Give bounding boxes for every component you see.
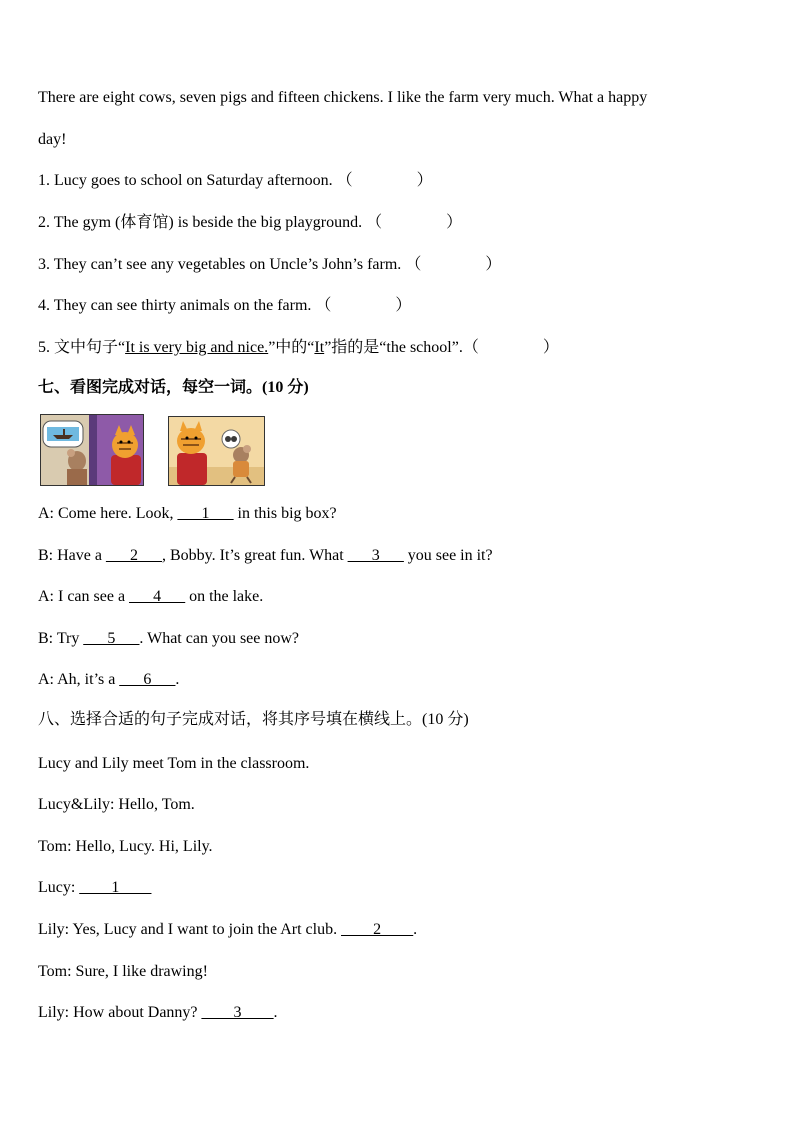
dialogue-text: B: Try — [38, 630, 84, 647]
judgement-item-3 — [38, 255, 501, 275]
dialogue-text: in this big box? — [233, 505, 337, 522]
dialogue-text: A: Ah, it’s a — [38, 671, 120, 688]
passage-line-1: There are eight cows, seven pigs and fifteen chickens. I like the farm very much. What a happy — [38, 89, 648, 106]
dialogue-7-line-2 — [38, 546, 493, 566]
q5-prefix: 5. 文中句子“ — [38, 339, 126, 356]
blank-8-3[interactable]: ____3____ — [201, 1004, 274, 1021]
blank-2[interactable]: ___2___ — [105, 547, 162, 564]
judgement-item-2 — [38, 213, 462, 233]
dialogue-text: , Bobby. It’s great fun. What — [161, 547, 348, 564]
q5-quote: It is very big and nice. — [125, 339, 269, 356]
dialogue-8-line-3 — [38, 837, 213, 857]
blank-4[interactable]: ___4___ — [129, 588, 186, 605]
dialogue-text: A: I can see a — [38, 588, 130, 605]
q5-it: It — [314, 339, 325, 356]
dialogue-7-line-4 — [38, 629, 299, 649]
judgement-text: 4. They can see thirty animals on the farm. — [38, 297, 312, 314]
box-scene-illustration — [41, 415, 143, 485]
section-8-heading: 八、选择合适的句子完成对话，将其序号填在横线上。(10 分) — [38, 711, 469, 728]
dialogue-text: Lucy: — [38, 879, 80, 896]
picture-2 — [168, 416, 265, 486]
blank-8-1[interactable]: ____1____ — [79, 879, 152, 896]
blank-1[interactable]: ___1___ — [177, 505, 234, 522]
dialogue-8-line-2 — [38, 795, 195, 815]
dialogue-text: Lily: How about Danny? — [38, 1004, 202, 1021]
blank-6[interactable]: ___6___ — [119, 671, 176, 688]
judgement-text: 2. The gym (体育馆) is beside the big playground. — [38, 214, 363, 231]
dialogue-8-line-7 — [38, 1003, 278, 1023]
dialogue-8-line-4 — [38, 878, 151, 898]
dialogue-7-line-3 — [38, 587, 263, 607]
answer-paren[interactable]: （ ） — [315, 297, 412, 314]
dialogue-text: . — [175, 671, 180, 688]
dialogue-text: . — [273, 1004, 278, 1021]
q5-mid2: ”指的是“the school”. — [324, 339, 463, 356]
dialogue-text: Lily: Yes, Lucy and I want to join the Art club. — [38, 921, 342, 938]
dialogue-text: you see in it? — [403, 547, 493, 564]
answer-paren[interactable]: （ ） — [336, 172, 433, 189]
dialogue-text: B: Have a — [38, 547, 106, 564]
dialogue-8-line-6 — [38, 962, 208, 982]
dialogue-text: Lucy&Lily: Hello, Tom. — [38, 796, 195, 813]
blank-3[interactable]: ___3___ — [347, 547, 404, 564]
judgement-text: 3. They can’t see any vegetables on Uncle’s John’s farm. — [38, 256, 402, 273]
passage-line-2: day! — [38, 131, 67, 148]
tiger-rat-illustration — [169, 417, 264, 485]
judgement-item-5 — [38, 338, 559, 358]
dialogue-text: Tom: Hello, Lucy. Hi, Lily. — [38, 838, 213, 855]
dialogue-text: Tom: Sure, I like drawing! — [38, 963, 208, 980]
dialogue-text: Lucy and Lily meet Tom in the classroom. — [38, 755, 310, 772]
blank-5[interactable]: ___5___ — [83, 630, 140, 647]
judgement-item-1 — [38, 171, 433, 191]
q5-mid1: ”中的“ — [268, 339, 315, 356]
dialogue-text: on the lake. — [185, 588, 264, 605]
judgement-item-4 — [38, 296, 411, 316]
dialogue-8-line-5 — [38, 920, 417, 940]
answer-paren[interactable]: （ ） — [366, 214, 463, 231]
answer-paren[interactable]: （ ） — [405, 256, 502, 273]
dialogue-text: A: Come here. Look, — [38, 505, 178, 522]
dialogue-text: . — [413, 921, 418, 938]
picture-1 — [40, 414, 144, 486]
section-7-heading: 七、看图完成对话，每空一词。(10 分) — [38, 379, 309, 396]
dialogue-7-line-1 — [38, 504, 337, 524]
blank-8-2[interactable]: ____2____ — [341, 921, 414, 938]
judgement-text: 1. Lucy goes to school on Saturday afternoon. — [38, 172, 333, 189]
dialogue-text: . What can you see now? — [139, 630, 300, 647]
dialogue-7-line-5 — [38, 670, 179, 690]
dialogue-8-line-1 — [38, 754, 309, 774]
answer-paren[interactable]: （ ） — [462, 339, 559, 356]
